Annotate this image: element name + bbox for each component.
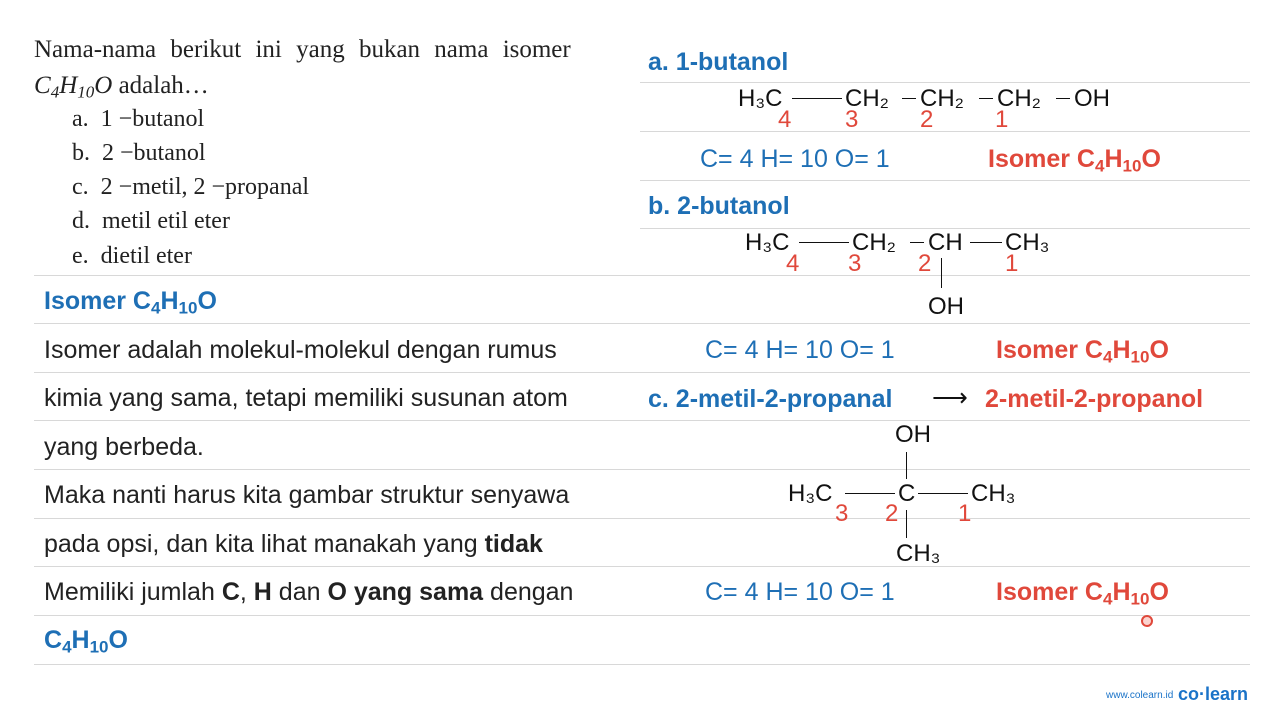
carbon-number: 1 xyxy=(995,106,1009,133)
option-c[interactable]: c. 2 −metil, 2 −propanal xyxy=(72,174,310,200)
divider xyxy=(640,82,1250,83)
carbon-number: 1 xyxy=(958,500,972,527)
carbon-number: 2 xyxy=(885,500,899,527)
bond xyxy=(918,493,968,494)
bond xyxy=(845,493,895,494)
bond xyxy=(906,510,907,538)
bond xyxy=(979,98,993,99)
arrow-icon: ⟶ xyxy=(932,384,968,412)
explanation-line: pada opsi, dan kita lihat manakah yang tidak xyxy=(44,530,543,558)
bond xyxy=(910,242,924,243)
divider xyxy=(640,131,1250,132)
bond xyxy=(902,98,916,99)
atom: H₃C xyxy=(738,85,783,112)
section-c-title: c. 2-metil-2-propanal xyxy=(648,385,893,413)
carbon-number: 2 xyxy=(920,106,934,133)
carbon-number: 4 xyxy=(778,106,792,133)
bond xyxy=(906,452,907,479)
isomer-label: Isomer $C_4H_{10}O$ xyxy=(996,578,1169,609)
atom: CH₃ xyxy=(1005,229,1050,256)
bond xyxy=(799,242,849,243)
colearn-logo: co·learn xyxy=(1178,684,1249,704)
atom: CH₂ xyxy=(852,229,896,256)
bond xyxy=(792,98,842,99)
explanation-line: Isomer adalah molekul-molekul dengan rumus xyxy=(44,336,557,364)
question-line-2: $C_4H_{10}O$ adalah… xyxy=(34,72,209,102)
carbon-number: 3 xyxy=(845,106,859,133)
atom: CH₂ xyxy=(845,85,889,112)
explanation-line: kimia yang sama, tetapi memiliki susunan atom xyxy=(44,384,568,412)
atom: OH xyxy=(895,421,931,448)
atom-count: C= 4 H= 10 O= 1 xyxy=(705,336,895,364)
question-line-1: Nama-nama berikut ini yang bukan nama isomer xyxy=(34,36,571,63)
explanation-line: Memiliki jumlah C, H dan O yang sama dengan xyxy=(44,578,574,606)
bond xyxy=(970,242,1002,243)
atom: C xyxy=(898,480,916,507)
pointer-dot-icon xyxy=(1141,615,1153,627)
carbon-number: 1 xyxy=(1005,250,1019,277)
divider xyxy=(34,566,1250,567)
atom: CH₃ xyxy=(971,480,1016,507)
carbon-number: 2 xyxy=(918,250,932,277)
carbon-number: 3 xyxy=(835,500,849,527)
isomer-label: Isomer $C_4H_{10}O$ xyxy=(988,145,1161,176)
bond xyxy=(941,258,942,288)
final-formula: $C_4H_{10}O$ xyxy=(44,626,128,657)
atom: OH xyxy=(1074,85,1110,112)
explanation-line: yang berbeda. xyxy=(44,433,204,461)
divider xyxy=(34,518,1250,519)
formula: $C_4H_{10}O$ xyxy=(34,72,113,102)
carbon-number: 3 xyxy=(848,250,862,277)
atom: H₃C xyxy=(788,480,833,507)
explanation-line: Maka nanti harus kita gambar struktur senyawa xyxy=(44,481,570,509)
section-b-title: b. 2-butanol xyxy=(648,192,790,220)
atom: CH₃ xyxy=(896,540,941,567)
divider xyxy=(34,469,1250,470)
option-d[interactable]: d. metil etil eter xyxy=(72,208,230,234)
divider xyxy=(34,615,1250,616)
corrected-name: 2-metil-2-propanol xyxy=(985,385,1204,413)
option-a[interactable]: a. 1 −butanol xyxy=(72,106,205,132)
bond xyxy=(1056,98,1070,99)
atom-count: C= 4 H= 10 O= 1 xyxy=(705,578,895,606)
atom-count: C= 4 H= 10 O= 1 xyxy=(700,145,890,173)
atom: CH₂ xyxy=(920,85,964,112)
atom: CH₂ xyxy=(997,85,1041,112)
divider xyxy=(640,180,1250,181)
divider xyxy=(34,420,1250,421)
carbon-number: 4 xyxy=(786,250,800,277)
option-b[interactable]: b. 2 −butanol xyxy=(72,140,206,166)
atom: H₃C xyxy=(745,229,790,256)
divider xyxy=(34,664,1250,665)
explanation-heading: Isomer $C_4H_{10}O$ xyxy=(44,287,217,318)
atom: CH xyxy=(928,229,963,256)
option-e[interactable]: e. dietil eter xyxy=(72,243,192,269)
section-a-title: a. 1-butanol xyxy=(648,48,789,76)
divider xyxy=(34,372,1250,373)
website-url: www.colearn.id xyxy=(1106,690,1174,701)
isomer-label: Isomer $C_4H_{10}O$ xyxy=(996,336,1169,367)
atom: OH xyxy=(928,293,964,320)
divider xyxy=(34,323,1250,324)
divider xyxy=(34,275,1250,276)
